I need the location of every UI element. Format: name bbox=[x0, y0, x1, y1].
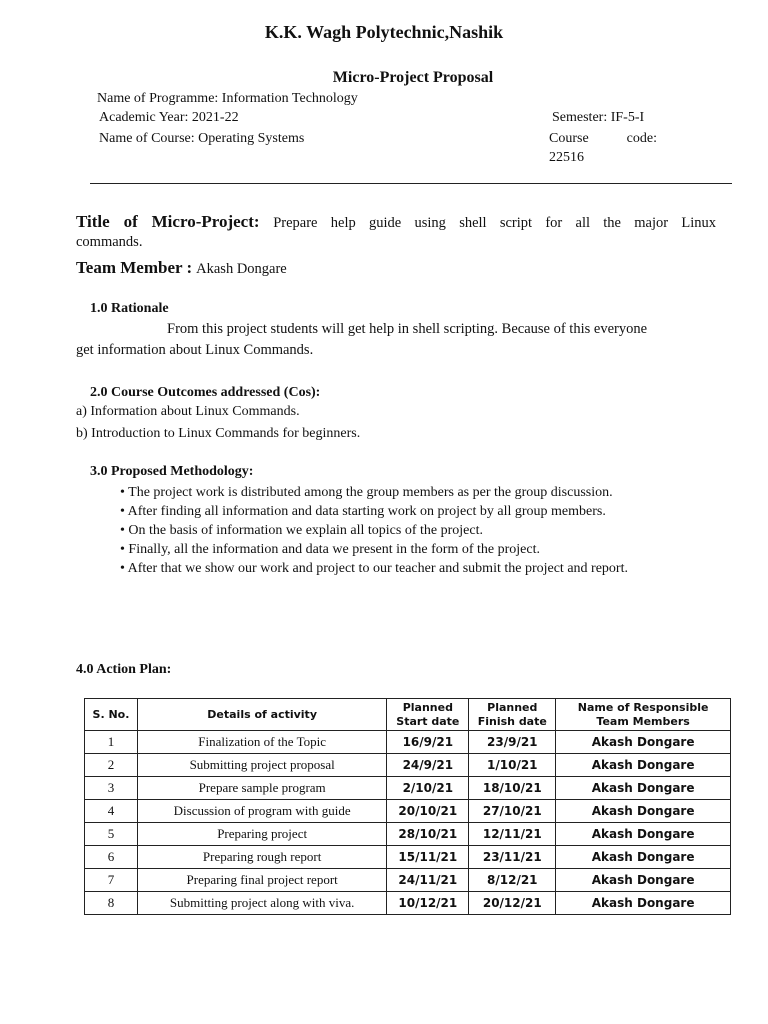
methodology-heading: 3.0 Proposed Methodology: bbox=[90, 464, 254, 479]
col-header-details: Details of activity bbox=[137, 699, 386, 731]
cell-activity: Preparing final project report bbox=[137, 869, 386, 892]
methodology-item: • On the basis of information we explain all topics of the project. bbox=[120, 523, 483, 538]
col-header-start: Planned Start date bbox=[387, 699, 469, 731]
cell-activity: Submitting project proposal bbox=[137, 754, 386, 777]
table-row bbox=[85, 731, 731, 754]
action-plan-table bbox=[84, 698, 731, 915]
course-code-value: 22516 bbox=[549, 150, 584, 165]
cell-activity: Preparing rough report bbox=[137, 846, 386, 869]
table-row bbox=[85, 800, 731, 823]
cell-finish-date: 20/12/21 bbox=[469, 892, 556, 915]
outcomes-heading: 2.0 Course Outcomes addressed (Cos): bbox=[90, 385, 321, 400]
cell-member: Akash Dongare bbox=[556, 731, 731, 754]
methodology-item: • Finally, all the information and data we present in the form of the project. bbox=[120, 542, 540, 557]
team-member-value: Akash Dongare bbox=[196, 261, 287, 277]
cell-member: Akash Dongare bbox=[556, 800, 731, 823]
cell-start-date: 15/11/21 bbox=[387, 846, 469, 869]
semester-line: Semester: IF-5-I bbox=[552, 110, 645, 125]
rationale-line-1: From this project students will get help in shell scripting. Because of this everyone bbox=[167, 321, 648, 337]
cell-start-date: 16/9/21 bbox=[387, 731, 469, 754]
header-divider bbox=[90, 183, 732, 184]
cell-activity: Prepare sample program bbox=[137, 777, 386, 800]
document-title: Micro-Project Proposal bbox=[332, 69, 494, 86]
cell-sno: 8 bbox=[85, 892, 138, 915]
project-title-line bbox=[76, 212, 716, 232]
col-header-responsible: Name of Responsible Team Members bbox=[556, 699, 731, 731]
col-header-sno: S. No. bbox=[85, 699, 138, 731]
table-row bbox=[85, 777, 731, 800]
cell-finish-date: 23/9/21 bbox=[469, 731, 556, 754]
cell-sno: 2 bbox=[85, 754, 138, 777]
action-plan-heading: 4.0 Action Plan: bbox=[76, 662, 172, 677]
cell-start-date: 2/10/21 bbox=[387, 777, 469, 800]
cell-sno: 1 bbox=[85, 731, 138, 754]
team-member-label: Team Member : bbox=[76, 258, 193, 277]
rationale-line-2: get information about Linux Commands. bbox=[76, 342, 314, 358]
course-code-label: Course code: bbox=[549, 131, 657, 146]
project-title-continued: commands. bbox=[76, 234, 143, 250]
cell-member: Akash Dongare bbox=[556, 823, 731, 846]
project-title-text: Prepare help guide using shell script for all the major Linux bbox=[273, 215, 716, 231]
course-name-line: Name of Course: Operating Systems bbox=[99, 131, 305, 146]
table-row bbox=[85, 846, 731, 869]
cell-member: Akash Dongare bbox=[556, 754, 731, 777]
cell-sno: 5 bbox=[85, 823, 138, 846]
cell-finish-date: 27/10/21 bbox=[469, 800, 556, 823]
table-row bbox=[85, 823, 731, 846]
cell-start-date: 20/10/21 bbox=[387, 800, 469, 823]
academic-year-line: Academic Year: 2021-22 bbox=[99, 110, 239, 125]
outcome-a: a) Information about Linux Commands. bbox=[76, 404, 300, 419]
rationale-heading: 1.0 Rationale bbox=[90, 301, 169, 316]
outcome-b: b) Introduction to Linux Commands for beginners. bbox=[76, 426, 361, 441]
cell-activity: Preparing project bbox=[137, 823, 386, 846]
cell-start-date: 24/9/21 bbox=[387, 754, 469, 777]
cell-start-date: 24/11/21 bbox=[387, 869, 469, 892]
institute-title: K.K. Wagh Polytechnic,Nashik bbox=[264, 22, 504, 42]
cell-activity: Finalization of the Topic bbox=[137, 731, 386, 754]
cell-finish-date: 23/11/21 bbox=[469, 846, 556, 869]
cell-finish-date: 8/12/21 bbox=[469, 869, 556, 892]
project-title-label: Title of Micro-Project: bbox=[76, 212, 260, 231]
programme-line: Name of Programme: Information Technology bbox=[97, 91, 358, 106]
col-header-finish: Planned Finish date bbox=[469, 699, 556, 731]
cell-finish-date: 1/10/21 bbox=[469, 754, 556, 777]
cell-finish-date: 12/11/21 bbox=[469, 823, 556, 846]
cell-member: Akash Dongare bbox=[556, 846, 731, 869]
methodology-item: • After finding all information and data starting work on project by all group members. bbox=[120, 504, 606, 519]
cell-member: Akash Dongare bbox=[556, 892, 731, 915]
cell-sno: 4 bbox=[85, 800, 138, 823]
cell-member: Akash Dongare bbox=[556, 777, 731, 800]
methodology-item: • After that we show our work and project to our teacher and submit the project and report. bbox=[120, 561, 628, 576]
team-member-line bbox=[76, 258, 287, 278]
table-row bbox=[85, 754, 731, 777]
table-row bbox=[85, 869, 731, 892]
cell-activity: Discussion of program with guide bbox=[137, 800, 386, 823]
methodology-list bbox=[120, 483, 628, 578]
table-header-row bbox=[85, 699, 731, 731]
cell-start-date: 28/10/21 bbox=[387, 823, 469, 846]
cell-activity: Submitting project along with viva. bbox=[137, 892, 386, 915]
table-row bbox=[85, 892, 731, 915]
cell-sno: 6 bbox=[85, 846, 138, 869]
cell-sno: 3 bbox=[85, 777, 138, 800]
cell-member: Akash Dongare bbox=[556, 869, 731, 892]
cell-finish-date: 18/10/21 bbox=[469, 777, 556, 800]
cell-sno: 7 bbox=[85, 869, 138, 892]
cell-start-date: 10/12/21 bbox=[387, 892, 469, 915]
methodology-item: • The project work is distributed among the group members as per the group discussion. bbox=[120, 485, 613, 500]
